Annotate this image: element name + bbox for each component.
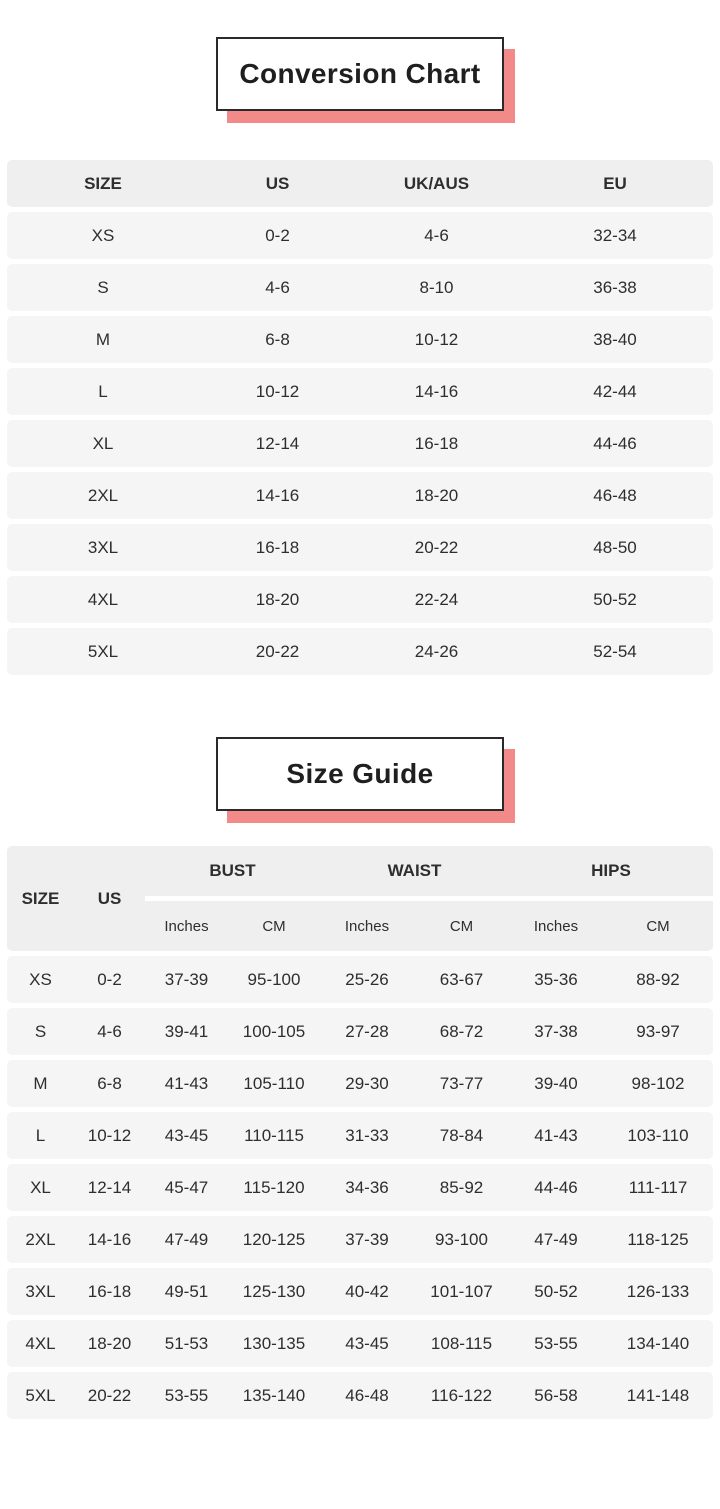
value-cell: 63-67 — [414, 956, 509, 1003]
value-cell: 78-84 — [414, 1112, 509, 1159]
value-cell: 44-46 — [509, 1164, 603, 1211]
size-cell: XS — [7, 956, 74, 1003]
value-cell: 115-120 — [228, 1164, 320, 1211]
table-row — [7, 368, 713, 415]
value-cell: 27-28 — [320, 1008, 414, 1055]
table-row — [7, 1008, 713, 1055]
size-cell: 2XL — [7, 472, 199, 519]
value-cell: 41-43 — [145, 1060, 228, 1107]
col-waist-cm: CM — [414, 901, 509, 951]
value-cell: 85-92 — [414, 1164, 509, 1211]
value-cell: 125-130 — [228, 1268, 320, 1315]
value-cell: 22-24 — [356, 576, 517, 623]
conversion-chart-body — [7, 212, 713, 675]
size-cell: L — [7, 368, 199, 415]
size-guide-title: Size Guide — [286, 758, 434, 789]
conversion-chart-title: Conversion Chart — [239, 58, 481, 89]
size-cell: 3XL — [7, 1268, 74, 1315]
value-cell: 18-20 — [199, 576, 356, 623]
size-cell: 4XL — [7, 1320, 74, 1367]
size-cell: 5XL — [7, 628, 199, 675]
value-cell: 46-48 — [320, 1372, 414, 1419]
value-cell: 4-6 — [74, 1008, 145, 1055]
table-row — [7, 1268, 713, 1315]
size-guide-title-box — [216, 737, 504, 811]
value-cell: 48-50 — [517, 524, 713, 571]
value-cell: 93-97 — [603, 1008, 713, 1055]
size-cell: M — [7, 316, 199, 363]
table-row — [7, 1216, 713, 1263]
table-row — [7, 628, 713, 675]
value-cell: 56-58 — [509, 1372, 603, 1419]
size-chart-page — [0, 37, 720, 1509]
table-row — [7, 1372, 713, 1419]
value-cell: 14-16 — [356, 368, 517, 415]
value-cell: 108-115 — [414, 1320, 509, 1367]
table-row — [7, 1112, 713, 1159]
col-eu: EU — [517, 160, 713, 207]
conversion-chart-title-box — [216, 37, 504, 111]
value-cell: 4-6 — [199, 264, 356, 311]
value-cell: 44-46 — [517, 420, 713, 467]
col-us: US — [199, 160, 356, 207]
size-guide-body — [7, 956, 713, 1419]
value-cell: 0-2 — [199, 212, 356, 259]
value-cell: 12-14 — [199, 420, 356, 467]
value-cell: 45-47 — [145, 1164, 228, 1211]
value-cell: 105-110 — [228, 1060, 320, 1107]
group-hips: HIPS — [509, 846, 713, 896]
value-cell: 47-49 — [509, 1216, 603, 1263]
table-row — [7, 956, 713, 1003]
value-cell: 100-105 — [228, 1008, 320, 1055]
value-cell: 10-12 — [356, 316, 517, 363]
size-cell: 2XL — [7, 1216, 74, 1263]
value-cell: 111-117 — [603, 1164, 713, 1211]
value-cell: 51-53 — [145, 1320, 228, 1367]
table-row — [7, 576, 713, 623]
value-cell: 98-102 — [603, 1060, 713, 1107]
value-cell: 126-133 — [603, 1268, 713, 1315]
value-cell: 16-18 — [199, 524, 356, 571]
value-cell: 43-45 — [145, 1112, 228, 1159]
value-cell: 120-125 — [228, 1216, 320, 1263]
value-cell: 20-22 — [74, 1372, 145, 1419]
value-cell: 49-51 — [145, 1268, 228, 1315]
value-cell: 110-115 — [228, 1112, 320, 1159]
conversion-chart-table — [7, 155, 713, 680]
col-ukaus: UK/AUS — [356, 160, 517, 207]
size-cell: XS — [7, 212, 199, 259]
value-cell: 39-41 — [145, 1008, 228, 1055]
size-cell: S — [7, 1008, 74, 1055]
value-cell: 41-43 — [509, 1112, 603, 1159]
value-cell: 32-34 — [517, 212, 713, 259]
col-hips-cm: CM — [603, 901, 713, 951]
value-cell: 4-6 — [356, 212, 517, 259]
table-row — [7, 524, 713, 571]
value-cell: 130-135 — [228, 1320, 320, 1367]
size-guide-header — [7, 846, 713, 951]
col-size: SIZE — [7, 160, 199, 207]
value-cell: 24-26 — [356, 628, 517, 675]
col-hips-inches: Inches — [509, 901, 603, 951]
value-cell: 0-2 — [74, 956, 145, 1003]
table-row — [7, 1164, 713, 1211]
value-cell: 18-20 — [74, 1320, 145, 1367]
value-cell: 14-16 — [74, 1216, 145, 1263]
value-cell: 8-10 — [356, 264, 517, 311]
value-cell: 29-30 — [320, 1060, 414, 1107]
value-cell: 135-140 — [228, 1372, 320, 1419]
value-cell: 10-12 — [74, 1112, 145, 1159]
size-cell: M — [7, 1060, 74, 1107]
value-cell: 37-38 — [509, 1008, 603, 1055]
size-cell: 5XL — [7, 1372, 74, 1419]
value-cell: 20-22 — [356, 524, 517, 571]
size-guide-section — [0, 737, 720, 1424]
value-cell: 50-52 — [509, 1268, 603, 1315]
value-cell: 52-54 — [517, 628, 713, 675]
col-bust-cm: CM — [228, 901, 320, 951]
value-cell: 34-36 — [320, 1164, 414, 1211]
size-cell: 3XL — [7, 524, 199, 571]
value-cell: 141-148 — [603, 1372, 713, 1419]
table-row — [7, 420, 713, 467]
size-cell: S — [7, 264, 199, 311]
value-cell: 53-55 — [145, 1372, 228, 1419]
value-cell: 68-72 — [414, 1008, 509, 1055]
value-cell: 38-40 — [517, 316, 713, 363]
value-cell: 35-36 — [509, 956, 603, 1003]
col-size: SIZE — [7, 846, 74, 951]
header-group-row — [7, 846, 713, 896]
table-row — [7, 316, 713, 363]
value-cell: 73-77 — [414, 1060, 509, 1107]
value-cell: 6-8 — [199, 316, 356, 363]
value-cell: 39-40 — [509, 1060, 603, 1107]
size-cell: XL — [7, 1164, 74, 1211]
value-cell: 42-44 — [517, 368, 713, 415]
table-row — [7, 264, 713, 311]
value-cell: 37-39 — [145, 956, 228, 1003]
group-bust: BUST — [145, 846, 320, 896]
table-row — [7, 1060, 713, 1107]
conversion-chart-header — [7, 160, 713, 207]
value-cell: 31-33 — [320, 1112, 414, 1159]
value-cell: 116-122 — [414, 1372, 509, 1419]
col-bust-inches: Inches — [145, 901, 228, 951]
value-cell: 43-45 — [320, 1320, 414, 1367]
size-cell: XL — [7, 420, 199, 467]
value-cell: 18-20 — [356, 472, 517, 519]
value-cell: 101-107 — [414, 1268, 509, 1315]
table-row — [7, 472, 713, 519]
value-cell: 46-48 — [517, 472, 713, 519]
col-waist-inches: Inches — [320, 901, 414, 951]
value-cell: 16-18 — [356, 420, 517, 467]
size-cell: L — [7, 1112, 74, 1159]
header-row — [7, 160, 713, 207]
value-cell: 103-110 — [603, 1112, 713, 1159]
value-cell: 12-14 — [74, 1164, 145, 1211]
value-cell: 118-125 — [603, 1216, 713, 1263]
value-cell: 20-22 — [199, 628, 356, 675]
size-cell: 4XL — [7, 576, 199, 623]
value-cell: 134-140 — [603, 1320, 713, 1367]
value-cell: 95-100 — [228, 956, 320, 1003]
conversion-chart-section — [0, 37, 720, 680]
value-cell: 6-8 — [74, 1060, 145, 1107]
table-row — [7, 1320, 713, 1367]
table-row — [7, 212, 713, 259]
value-cell: 88-92 — [603, 956, 713, 1003]
value-cell: 10-12 — [199, 368, 356, 415]
value-cell: 25-26 — [320, 956, 414, 1003]
value-cell: 50-52 — [517, 576, 713, 623]
value-cell: 93-100 — [414, 1216, 509, 1263]
value-cell: 16-18 — [74, 1268, 145, 1315]
group-waist: WAIST — [320, 846, 509, 896]
value-cell: 40-42 — [320, 1268, 414, 1315]
value-cell: 47-49 — [145, 1216, 228, 1263]
value-cell: 37-39 — [320, 1216, 414, 1263]
size-guide-table — [7, 841, 713, 1424]
value-cell: 53-55 — [509, 1320, 603, 1367]
col-us: US — [74, 846, 145, 951]
value-cell: 36-38 — [517, 264, 713, 311]
value-cell: 14-16 — [199, 472, 356, 519]
